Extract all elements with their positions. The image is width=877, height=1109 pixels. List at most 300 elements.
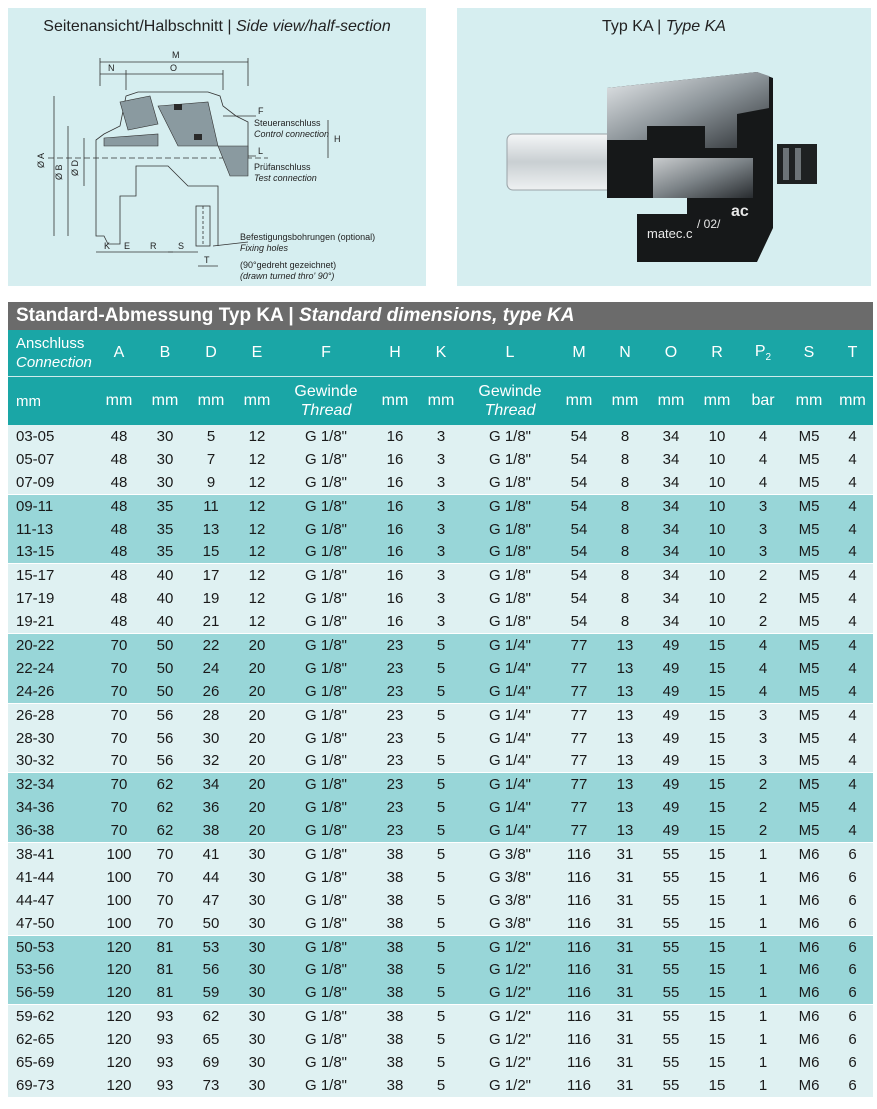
cell-value: G 1/4"	[464, 749, 556, 772]
cell-value: 13	[602, 749, 648, 772]
cell-value: 3	[418, 494, 464, 517]
cell-value: 3	[740, 749, 786, 772]
cell-value: G 1/8"	[280, 425, 372, 448]
cell-value: 3	[740, 727, 786, 750]
cell-value: 77	[556, 634, 602, 657]
cell-value: G 3/8"	[464, 889, 556, 912]
cell-value: 34	[648, 494, 694, 517]
cell-value: 44	[188, 866, 234, 889]
cell-value: 5	[188, 425, 234, 448]
cell-value: G 1/8"	[280, 587, 372, 610]
unit-r: mm	[694, 377, 740, 426]
cell-value: 3	[418, 425, 464, 448]
cell-value: G 1/2"	[464, 1074, 556, 1097]
cell-value: 8	[602, 494, 648, 517]
cell-value: 77	[556, 727, 602, 750]
cell-value: G 1/8"	[280, 981, 372, 1004]
cell-value: 16	[372, 587, 418, 610]
fixing-holes-de: Befestigungsbohrungen (optional)	[240, 232, 376, 242]
cell-value: 30	[234, 1005, 280, 1028]
cell-value: 38	[372, 1074, 418, 1097]
cell-value: 65	[188, 1028, 234, 1051]
cell-value: 31	[602, 889, 648, 912]
cell-value: 93	[142, 1051, 188, 1074]
table-row	[8, 471, 873, 494]
cell-value: 23	[372, 819, 418, 842]
cell-value: 30	[234, 1051, 280, 1074]
cell-value: 56	[142, 727, 188, 750]
cell-value: 4	[832, 610, 873, 633]
cell-value: 70	[142, 866, 188, 889]
cell-value: 11	[188, 494, 234, 517]
cell-value: 70	[96, 819, 142, 842]
cell-value: 70	[96, 727, 142, 750]
cell-value: 120	[96, 1074, 142, 1097]
header-col-p2	[740, 330, 786, 377]
cell-value: 38	[372, 981, 418, 1004]
cell-value: 10	[694, 425, 740, 448]
cell-value: 55	[648, 935, 694, 958]
cell-value: 15	[188, 540, 234, 563]
cell-connection: 53-56	[8, 958, 96, 981]
cell-value: M6	[786, 1051, 832, 1074]
cell-value: 5	[418, 749, 464, 772]
cell-value: 31	[602, 958, 648, 981]
cell-value: G 1/8"	[280, 958, 372, 981]
cell-value: G 1/8"	[280, 494, 372, 517]
cell-value: 1	[740, 912, 786, 935]
table-body	[8, 330, 873, 1097]
cell-value: 4	[832, 448, 873, 471]
cell-value: 6	[832, 935, 873, 958]
table-row	[8, 981, 873, 1004]
cell-value: 77	[556, 773, 602, 796]
cell-value: 30	[234, 981, 280, 1004]
cell-value: 93	[142, 1005, 188, 1028]
cell-value: 62	[142, 819, 188, 842]
cell-value: 31	[602, 912, 648, 935]
cell-value: 48	[96, 518, 142, 541]
cell-value: M6	[786, 935, 832, 958]
cell-value: 12	[234, 494, 280, 517]
cell-value: 3	[740, 540, 786, 563]
cell-value: 116	[556, 935, 602, 958]
cell-value: 35	[142, 494, 188, 517]
cell-value: 22	[188, 634, 234, 657]
cell-value: 1	[740, 1005, 786, 1028]
cell-value: 48	[96, 471, 142, 494]
cell-value: 20	[234, 634, 280, 657]
cell-value: 34	[648, 587, 694, 610]
cell-value: 10	[694, 494, 740, 517]
cell-value: 5	[418, 727, 464, 750]
cell-value: 116	[556, 1051, 602, 1074]
cell-value: M5	[786, 518, 832, 541]
unit-s: mm	[786, 377, 832, 426]
cell-value: G 1/8"	[280, 889, 372, 912]
label-K: K	[104, 241, 111, 251]
cell-value: 81	[142, 981, 188, 1004]
cell-value: 40	[142, 587, 188, 610]
header-col-s: S	[786, 330, 832, 377]
cell-value: 16	[372, 448, 418, 471]
cell-value: 70	[96, 773, 142, 796]
header-col-k: K	[418, 330, 464, 377]
cell-value: 3	[418, 564, 464, 587]
cell-value: 15	[694, 958, 740, 981]
table-row	[8, 1028, 873, 1051]
header-col-f: F	[280, 330, 372, 377]
cell-value: 34	[648, 610, 694, 633]
cell-value: 55	[648, 958, 694, 981]
cell-value: 4	[832, 634, 873, 657]
cell-value: 1	[740, 843, 786, 866]
cell-value: 30	[234, 958, 280, 981]
table-row	[8, 866, 873, 889]
turned-note-en: (drawn turned thro' 90°)	[240, 271, 335, 281]
cell-value: 3	[418, 540, 464, 563]
cell-value: 6	[832, 866, 873, 889]
cell-value: 23	[372, 773, 418, 796]
cell-value: 48	[96, 564, 142, 587]
cell-value: 50	[188, 912, 234, 935]
cell-value: M6	[786, 1074, 832, 1097]
cell-value: 38	[372, 1051, 418, 1074]
cell-value: 12	[234, 587, 280, 610]
cell-value: G 1/2"	[464, 958, 556, 981]
cell-value: 5	[418, 819, 464, 842]
header-col-l: L	[464, 330, 556, 377]
cell-value: 13	[602, 703, 648, 726]
cell-value: 30	[188, 727, 234, 750]
logo-text: ac	[731, 203, 749, 220]
product-photo-panel	[457, 8, 871, 286]
cell-value: 34	[648, 425, 694, 448]
table-row	[8, 889, 873, 912]
cell-connection: 13-15	[8, 540, 96, 563]
unit-t: mm	[832, 377, 873, 426]
cell-value: M5	[786, 773, 832, 796]
cell-value: 54	[556, 587, 602, 610]
cell-connection: 32-34	[8, 773, 96, 796]
cell-value: 15	[694, 1074, 740, 1097]
cell-value: 28	[188, 703, 234, 726]
cell-value: 15	[694, 680, 740, 703]
cell-value: 31	[602, 1074, 648, 1097]
cell-value: 55	[648, 912, 694, 935]
cell-value: 49	[648, 773, 694, 796]
cell-value: M5	[786, 819, 832, 842]
cell-value: 12	[234, 540, 280, 563]
side-view-title-en: Side view/half-section	[235, 18, 391, 35]
table-row	[8, 935, 873, 958]
cell-value: 116	[556, 1028, 602, 1051]
product-title-de: Typ KA	[602, 18, 653, 35]
cell-value: G 1/8"	[464, 587, 556, 610]
cell-value: 4	[740, 657, 786, 680]
cell-value: 4	[832, 819, 873, 842]
cell-value: 62	[142, 773, 188, 796]
cell-value: 23	[372, 634, 418, 657]
cell-value: 20	[234, 749, 280, 772]
cell-value: G 1/4"	[464, 634, 556, 657]
cell-value: 48	[96, 587, 142, 610]
cell-value: 15	[694, 1005, 740, 1028]
cell-value: 34	[648, 518, 694, 541]
side-view-title-de: Seitenansicht/Halbschnitt	[43, 18, 223, 35]
cell-value: 1	[740, 958, 786, 981]
cell-value: 54	[556, 448, 602, 471]
cell-value: M5	[786, 657, 832, 680]
side-view-panel	[8, 8, 426, 286]
header-col-a: A	[96, 330, 142, 377]
cell-value: 20	[234, 703, 280, 726]
cell-value: 48	[96, 425, 142, 448]
table-title-de: Standard-Abmessung Typ KA	[16, 305, 284, 326]
cell-connection: 62-65	[8, 1028, 96, 1051]
cell-value: 15	[694, 981, 740, 1004]
cell-value: 3	[740, 494, 786, 517]
cell-value: 5	[418, 657, 464, 680]
label-O: O	[170, 63, 178, 73]
cell-value: 70	[96, 634, 142, 657]
cell-value: M5	[786, 634, 832, 657]
cell-value: 41	[188, 843, 234, 866]
cell-value: G 1/2"	[464, 1051, 556, 1074]
cell-value: 13	[602, 657, 648, 680]
cell-value: G 1/8"	[280, 796, 372, 819]
cell-value: 4	[832, 471, 873, 494]
test-connection-de: Prüfanschluss	[254, 162, 311, 172]
cell-value: 81	[142, 935, 188, 958]
cell-value: 7	[188, 448, 234, 471]
cell-value: M6	[786, 843, 832, 866]
cell-value: 120	[96, 1005, 142, 1028]
cell-connection: 47-50	[8, 912, 96, 935]
cell-value: G 1/8"	[280, 1051, 372, 1074]
cell-value: 69	[188, 1051, 234, 1074]
cell-value: 77	[556, 657, 602, 680]
table-row	[8, 749, 873, 772]
cell-value: G 1/4"	[464, 773, 556, 796]
cell-value: 2	[740, 796, 786, 819]
cell-value: 13	[602, 819, 648, 842]
unit-l-en: Thread	[484, 402, 536, 419]
cell-value: 48	[96, 448, 142, 471]
cell-value: 4	[832, 680, 873, 703]
cell-value: 3	[418, 587, 464, 610]
label-N: N	[108, 63, 115, 73]
cell-value: 9	[188, 471, 234, 494]
cell-value: 8	[602, 610, 648, 633]
cell-value: 50	[142, 657, 188, 680]
cell-value: 70	[96, 680, 142, 703]
cell-value: G 3/8"	[464, 843, 556, 866]
cell-value: 5	[418, 796, 464, 819]
cell-value: G 1/8"	[280, 448, 372, 471]
cell-value: 38	[372, 935, 418, 958]
cell-value: 54	[556, 518, 602, 541]
cell-value: 8	[602, 448, 648, 471]
table-row	[8, 634, 873, 657]
unit-b: mm	[142, 377, 188, 426]
cell-connection: 38-41	[8, 843, 96, 866]
cell-value: G 1/8"	[280, 819, 372, 842]
cell-value: 10	[694, 564, 740, 587]
cell-value: 40	[142, 610, 188, 633]
cell-value: 31	[602, 935, 648, 958]
header-connection-de: Anschluss	[16, 335, 85, 352]
label-H: H	[334, 134, 341, 144]
cell-value: 10	[694, 540, 740, 563]
cell-value: 13	[602, 773, 648, 796]
cell-value: 15	[694, 1051, 740, 1074]
header-connection	[8, 330, 96, 377]
cell-value: 3	[418, 448, 464, 471]
cell-value: 15	[694, 657, 740, 680]
cell-value: 2	[740, 564, 786, 587]
cell-value: G 1/8"	[280, 564, 372, 587]
cell-value: 30	[234, 866, 280, 889]
cell-value: 20	[234, 773, 280, 796]
cell-connection: 69-73	[8, 1074, 96, 1097]
cell-value: G 1/2"	[464, 1028, 556, 1051]
cell-value: 3	[418, 471, 464, 494]
product-photo-title: Typ KA | Type KA	[602, 18, 726, 35]
cell-value: 55	[648, 1028, 694, 1051]
cell-value: 12	[234, 518, 280, 541]
cell-value: 54	[556, 494, 602, 517]
cell-value: M5	[786, 540, 832, 563]
cell-value: G 1/2"	[464, 1005, 556, 1028]
cell-value: 15	[694, 912, 740, 935]
cell-value: 12	[234, 448, 280, 471]
product-text: matec.c	[647, 226, 693, 241]
table-row	[8, 518, 873, 541]
cell-value: 16	[372, 518, 418, 541]
cell-value: 116	[556, 1005, 602, 1028]
label-S: S	[178, 241, 185, 251]
cell-value: 8	[602, 564, 648, 587]
cell-value: G 1/8"	[464, 564, 556, 587]
unit-l-de: Gewinde	[478, 383, 542, 400]
header-col-o: O	[648, 330, 694, 377]
cell-connection: 17-19	[8, 587, 96, 610]
cell-value: 93	[142, 1074, 188, 1097]
fixing-holes-en: Fixing holes	[240, 243, 289, 253]
cell-connection: 56-59	[8, 981, 96, 1004]
label-B: Ø B	[54, 164, 64, 180]
table-row	[8, 773, 873, 796]
cell-value: 62	[188, 1005, 234, 1028]
table-row	[8, 796, 873, 819]
cell-value: M5	[786, 494, 832, 517]
cell-value: 15	[694, 703, 740, 726]
cell-value: 81	[142, 958, 188, 981]
cell-value: G 1/8"	[464, 540, 556, 563]
cell-value: M5	[786, 610, 832, 633]
cell-value: G 1/2"	[464, 935, 556, 958]
cell-value: 13	[602, 634, 648, 657]
cell-value: 31	[602, 1028, 648, 1051]
cell-value: G 1/8"	[280, 680, 372, 703]
cell-value: 16	[372, 564, 418, 587]
table-row	[8, 819, 873, 842]
cell-value: G 1/4"	[464, 819, 556, 842]
cell-value: 4	[740, 425, 786, 448]
cell-connection: 09-11	[8, 494, 96, 517]
cell-value: G 1/8"	[280, 703, 372, 726]
cell-value: 24	[188, 657, 234, 680]
cell-value: 5	[418, 1005, 464, 1028]
label-A: Ø A	[36, 152, 46, 168]
cell-value: 73	[188, 1074, 234, 1097]
cell-value: 30	[142, 448, 188, 471]
cell-value: 49	[648, 634, 694, 657]
cell-value: 4	[832, 703, 873, 726]
cell-value: 16	[372, 494, 418, 517]
table-row	[8, 540, 873, 563]
cell-value: G 1/8"	[464, 494, 556, 517]
cell-value: 34	[648, 564, 694, 587]
cell-value: M6	[786, 958, 832, 981]
unit-a: mm	[96, 377, 142, 426]
cell-value: 55	[648, 866, 694, 889]
cell-value: 23	[372, 749, 418, 772]
cell-value: 53	[188, 935, 234, 958]
cell-value: G 1/8"	[280, 935, 372, 958]
cell-value: G 1/8"	[280, 634, 372, 657]
cell-connection: 28-30	[8, 727, 96, 750]
cell-value: 4	[832, 657, 873, 680]
table-row	[8, 448, 873, 471]
cell-value: 8	[602, 540, 648, 563]
cell-value: 116	[556, 981, 602, 1004]
cell-value: 40	[142, 564, 188, 587]
cell-connection: 22-24	[8, 657, 96, 680]
cell-value: 20	[234, 680, 280, 703]
table-row	[8, 1051, 873, 1074]
cell-value: 50	[142, 680, 188, 703]
cell-value: 6	[832, 1074, 873, 1097]
cell-value: 13	[188, 518, 234, 541]
cell-value: G 1/4"	[464, 703, 556, 726]
unit-p2: bar	[740, 377, 786, 426]
cell-value: G 1/2"	[464, 981, 556, 1004]
cell-value: 15	[694, 889, 740, 912]
cell-value: 55	[648, 1051, 694, 1074]
cell-value: 116	[556, 843, 602, 866]
cell-value: M5	[786, 703, 832, 726]
cell-value: 47	[188, 889, 234, 912]
unit-e: mm	[234, 377, 280, 426]
header-col-n: N	[602, 330, 648, 377]
cell-value: G 1/4"	[464, 680, 556, 703]
cell-value: 120	[96, 1051, 142, 1074]
header-col-e: E	[234, 330, 280, 377]
cell-value: 35	[142, 518, 188, 541]
cell-value: 77	[556, 680, 602, 703]
cell-value: G 1/8"	[464, 518, 556, 541]
cell-value: 31	[602, 843, 648, 866]
cell-value: 49	[648, 819, 694, 842]
cell-value: 49	[648, 703, 694, 726]
cell-value: 15	[694, 773, 740, 796]
cell-value: 116	[556, 958, 602, 981]
cell-value: 16	[372, 540, 418, 563]
cell-value: 3	[740, 518, 786, 541]
cell-value: 30	[234, 843, 280, 866]
